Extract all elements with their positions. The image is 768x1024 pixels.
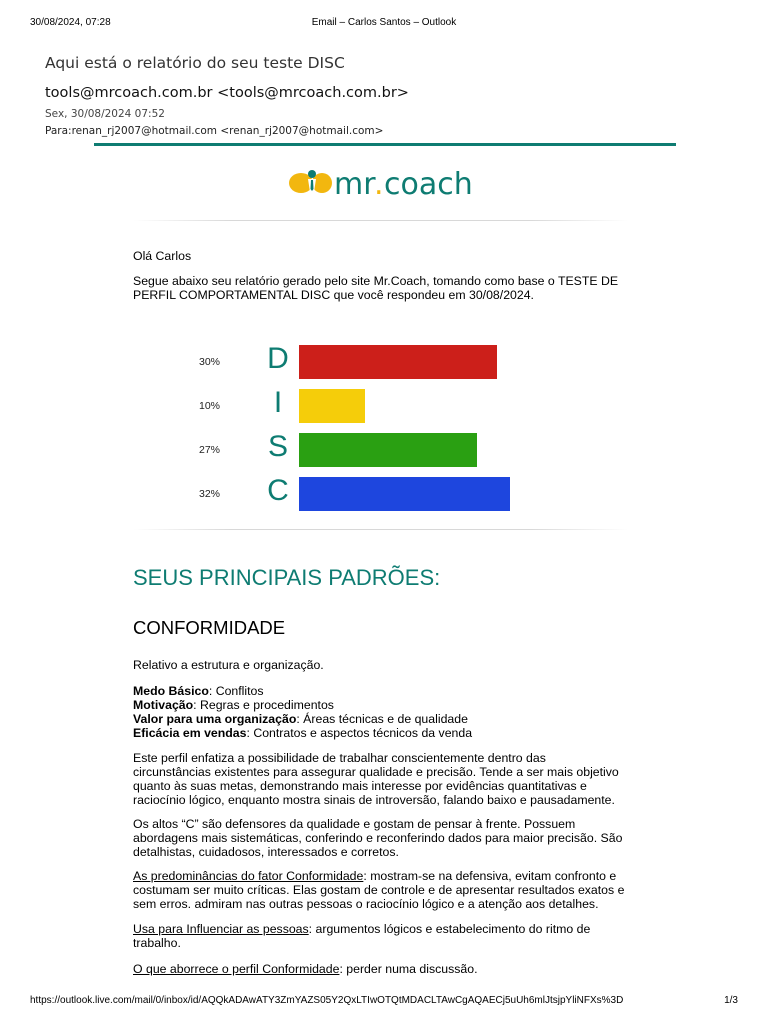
disc-bar-c [299,477,510,511]
print-page-title: Email – Carlos Santos – Outlook [311,17,457,28]
trait-value: : Regras e procedimentos [193,698,334,712]
bar-value-label: 27% [198,444,220,456]
email-top-divider [94,143,676,146]
paragraph-line: Os altos “C” são defensores da qualidade e gostam de pensar à frente. Possuem [133,817,576,831]
logo-dot-text: . [374,167,384,202]
print-datetime: 30/08/2024, 07:28 [30,17,111,28]
paragraph-line: trabalho. [133,936,181,950]
paragraph-line: detalhistas, cuidadosos, interessados e corretos. [133,845,399,859]
predominance-link-text: As predominâncias do fator Conformidade [133,869,364,883]
paragraph-line: circunstâncias existentes para assegurar qualidade e precisão. Tende a ser mais objetivo [133,765,619,779]
mrcoach-logo-icon [288,163,488,203]
disc-bar-d [299,345,497,379]
bar-category-label: C [267,474,289,507]
trait-item [133,726,472,740]
disc-bar-i [299,389,365,423]
traits-list [133,684,472,740]
annoyance-paragraph [133,962,478,976]
paragraph-line: costumam ser muito críticas. Elas gostam de controle e de apresentar resultados exatos e [133,883,625,897]
trait-value: : Contratos e aspectos técnicos da venda [246,726,473,740]
high-c-paragraph [133,817,622,859]
intro-paragraph: Segue abaixo seu relatório gerado pelo site Mr.Coach, tomando como base o TESTE DE PERFIL COMPORTAMENTAL DISC que você respondeu em 30/08/2024. [133,274,619,302]
trait-label: Medo Básico [133,684,209,698]
print-page-number: 1/3 [724,995,738,1006]
trait-value: : Áreas técnicas e de qualidade [296,712,468,726]
trait-label: Valor para uma organização [133,712,297,726]
profile-description-paragraph [133,751,619,807]
bar-category-label: I [273,386,283,419]
bar-category-label: D [267,342,289,375]
paragraph-line: : perder numa discussão. [339,962,478,976]
trait-label: Eficácia em vendas [133,726,247,740]
email-subject: Aqui está o relatório do seu teste DISC [45,54,345,72]
influence-link-text: Usa para Influenciar as pessoas [133,922,309,936]
predominance-paragraph [133,869,624,911]
paragraph-line: : argumentos lógicos e estabelecimento do ritmo de [308,922,591,936]
patterns-heading: SEUS PRINCIPAIS PADRÕES: [133,565,441,590]
trait-item [133,712,472,726]
mrcoach-logo [288,163,488,203]
annoyance-link-text: O que aborrece o perfil Conformidade [133,962,340,976]
paragraph-line: quanto às suas metas, demonstrando mais interesse por evidências quantitativas e [133,779,587,793]
profile-subtitle: Relativo a estrutura e organização. [133,658,324,672]
paragraph-line: raciocínio lógico, enquanto mostra sinais de introversão, falando baixo e pausadamente. [133,793,615,807]
influence-paragraph [133,922,590,950]
paragraph-line: Este perfil enfatiza a possibilidade de trabalhar conscientemente dentro das [133,751,546,765]
disc-bar-s [299,433,477,467]
greeting: Olá Carlos [133,249,192,263]
print-url: https://outlook.live.com/mail/0/inbox/id/AQQkADAwATY3ZmYAZS05Y2QxLTIwOTQtMDACLTAwCgAQAECj5uUh6mlJtsjpYliNFXs%3D [30,995,624,1006]
trait-value: : Conflitos [208,684,264,698]
paragraph-line: : mostram-se na defensiva, evitam confronto e [363,869,617,883]
bar-value-label: 32% [198,488,220,500]
email-recipient[interactable]: Para:renan_rj2007@hotmail.com <renan_rj2007@hotmail.com> [45,125,384,137]
trait-label: Motivação [133,698,194,712]
logo-coach-text: coach [384,167,473,202]
paragraph-line: sem erros. admiram nas outras pessoas o raciocínio lógico e a atenção aos detalhes. [133,897,599,911]
bar-category-label: S [267,430,288,463]
disc-bar-chart [190,340,530,520]
bar-value-label: 10% [198,400,220,412]
bar-value-label: 30% [198,356,220,368]
trait-item [133,698,472,712]
trait-item [133,684,472,698]
profile-heading: CONFORMIDADE [133,617,286,638]
logo-divider [133,220,628,221]
email-date: Sex, 30/08/2024 07:52 [45,108,165,120]
logo-mr-text: mr [334,167,376,202]
email-sender[interactable]: tools@mrcoach.com.br <tools@mrcoach.com.br> [45,85,409,101]
chart-divider [133,529,628,530]
paragraph-line: abordagens mais sistemáticas, conferindo e reconferindo dados para maior precisão. São [133,831,623,845]
